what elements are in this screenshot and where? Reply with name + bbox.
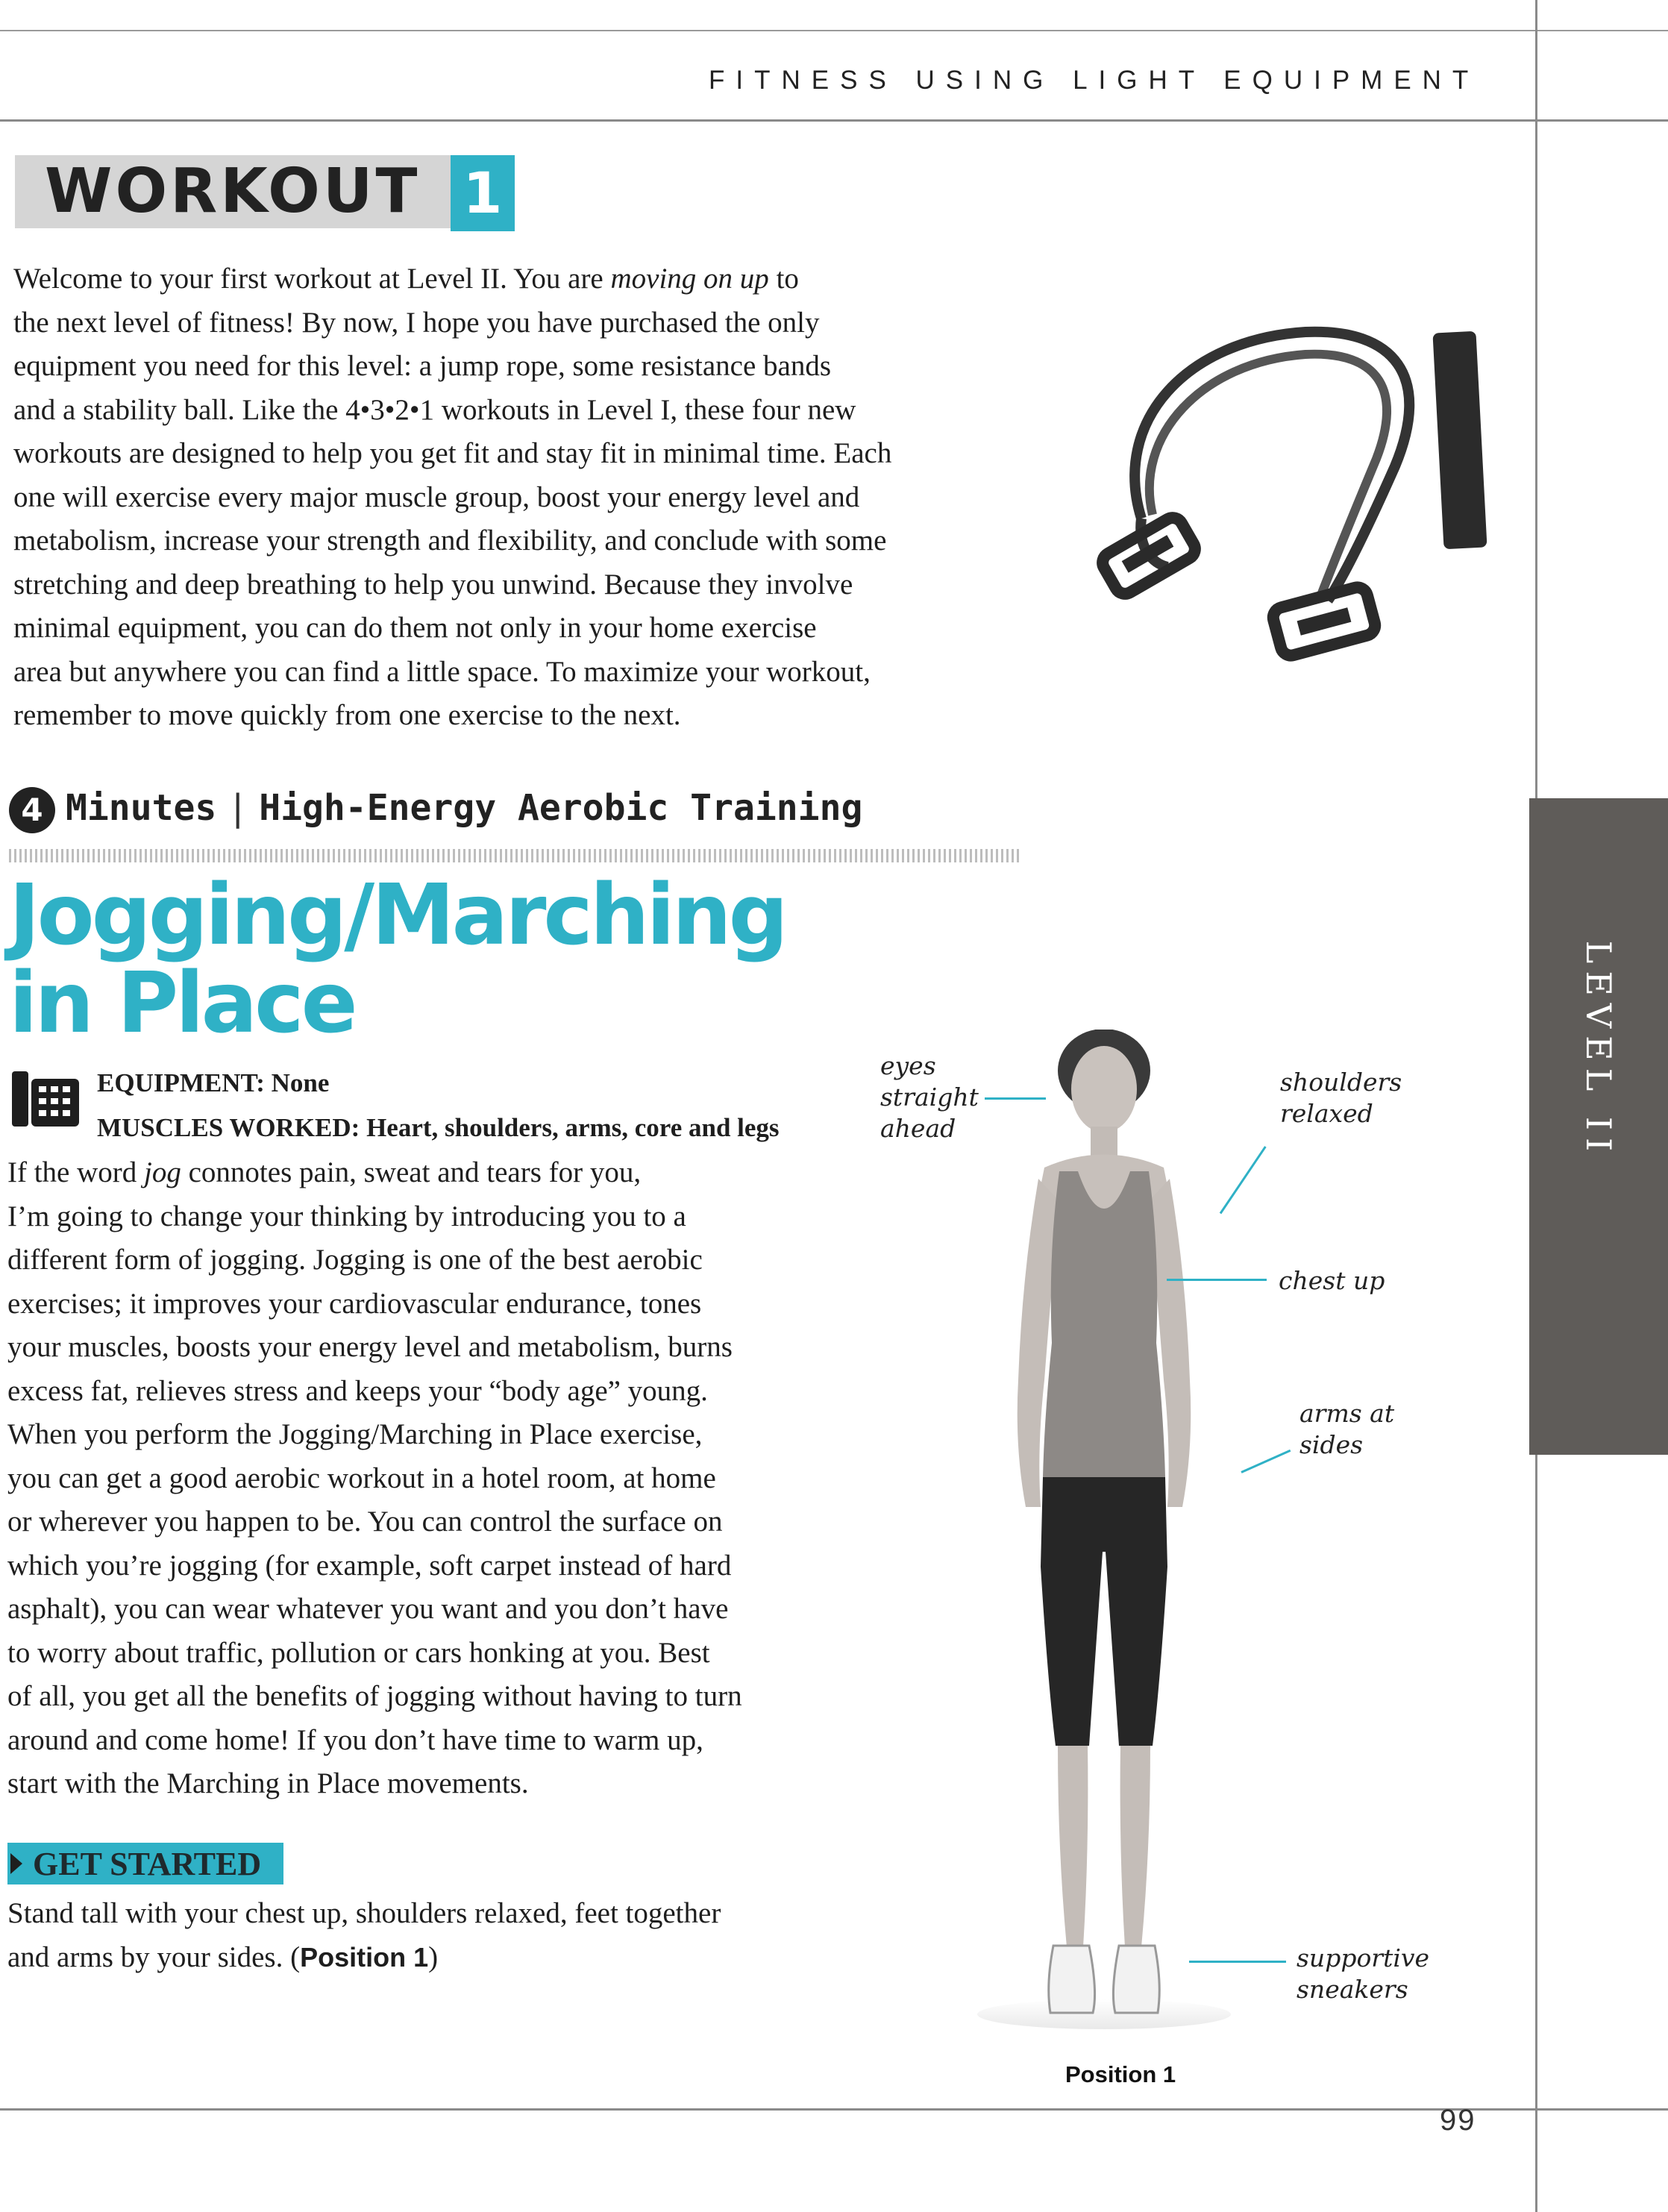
annotation-eyes-line-3: ahead [880,1114,956,1143]
muscles-line [97,1106,780,1150]
body-line: you can get a good aerobic workout in a hotel room, at home [7,1461,716,1494]
intro-line: equipment you need for this level: a jump rope, some resistance bands [13,350,832,382]
equipment-icon [9,1068,84,1130]
intro-line: one will exercise every major muscle group, boost your energy level and [13,480,860,513]
annotation-shoulders-line-2: relaxed [1280,1099,1373,1128]
get-started-label: GET STARTED [28,1843,283,1884]
intro-line: Welcome to your first workout at Level II. You are moving on up to [13,263,799,295]
footer-rule [0,2108,1668,2111]
exercise-title [9,867,786,1052]
body-line: or wherever you happen to be. You can control the surface on [7,1506,723,1538]
minutes-number-badge: 4 [9,787,55,833]
get-started-line-2 [7,1936,721,1980]
annotation-chest-line-1: chest up [1279,1266,1385,1295]
annotation-sneakers-line-1: supportive [1297,1943,1430,1973]
annotation-shoulders-line-1: shoulders [1280,1068,1402,1097]
level-side-tab-label: LEVEL II [1578,940,1619,1159]
chest-leader-line [1167,1279,1267,1281]
intro-paragraph [13,257,891,738]
body-line: to worry about traffic, pollution or cars honking at you. Best [7,1636,710,1669]
sneakers-leader-line [1189,1961,1286,1963]
heading-hatch-divider [9,849,1022,862]
body-line: which you’re jogging (for example, soft carpet instead of hard [7,1549,732,1582]
annotation-eyes-line-2: straight [880,1082,979,1112]
arms-leader-line [1241,1450,1291,1473]
position-reference: Position 1 [300,1941,429,1973]
level-side-tab-label-box [1529,798,1668,1455]
body-paragraph [7,1151,742,1806]
get-started-line-2-text: and arms by your sides. ( [7,1940,301,1973]
annotation-eyes [880,1050,979,1144]
header-rule [0,119,1668,122]
body-line: different form of jogging. Jogging is one of the best aerobic [7,1244,703,1276]
workout-number: 1 [451,155,515,231]
body-line: exercises; it improves your cardiovascular endurance, tones [7,1287,702,1320]
body-line: around and come home! If you don’t have time to warm up, [7,1723,703,1756]
intro-line: and a stability ball. Like the 4•3•2•1 workouts in Level I, these four new [13,393,856,426]
exercise-title-line-2: in Place [9,955,355,1052]
annotation-sneakers-line-2: sneakers [1297,1975,1408,2004]
get-started-text [7,1892,721,1979]
exercise-title-line-1: Jogging/Marching [9,867,786,964]
equipment-line [97,1061,780,1106]
figure-caption: Position 1 [1065,2061,1176,2087]
intro-line: remember to move quickly from one exercise to the next. [13,699,681,731]
page-number: 99 [1440,2104,1476,2137]
get-started-line-2-close: ) [428,1940,439,1973]
body-line: If the word jog connotes pain, sweat and tears for you, [7,1156,642,1188]
equipment-value: None [271,1068,330,1097]
section-heading [9,787,862,833]
play-arrow-icon [7,1843,30,1884]
model-standing-photo [970,1030,1238,2029]
annotation-shoulders [1280,1067,1402,1130]
get-started-line-1: Stand tall with your chest up, shoulders relaxed, feet together [7,1897,721,1929]
body-line: start with the Marching in Place movements. [7,1767,529,1799]
annotation-arms-line-2: sides [1299,1430,1364,1459]
equipment-info [97,1061,780,1150]
annotation-arms [1299,1398,1394,1461]
body-line: When you perform the Jogging/Marching in Place exercise, [7,1418,703,1450]
intro-line: workouts are designed to help you get fit and stay fit in minimal time. Each [13,437,892,469]
muscles-label: MUSCLES WORKED: [97,1113,360,1142]
body-line: of all, you get all the benefits of jogging without having to turn [7,1680,742,1712]
body-line: I’m going to change your thinking by introducing you to a [7,1200,686,1232]
section-category: High-Energy Aerobic Training [259,787,863,829]
resistance-band-photo [1082,310,1514,668]
annotation-chest [1279,1265,1385,1297]
eyes-leader-line [985,1097,1046,1100]
running-head: FITNESS USING LIGHT EQUIPMENT [709,66,1480,95]
annotation-sneakers [1297,1943,1429,2005]
annotation-eyes-line-1: eyes [880,1051,936,1080]
body-line: excess fat, relieves stress and keeps your “body age” young. [7,1374,708,1407]
intro-line: area but anywhere you can find a little space. To maximize your workout, [13,655,871,688]
body-line: your muscles, boosts your energy level and metabolism, burns [7,1331,733,1363]
intro-line: the next level of fitness! By now, I hope you have purchased the only [13,306,820,339]
minutes-label: Minutes [66,787,217,829]
annotation-arms-line-1: arms at [1299,1399,1395,1428]
intro-line: minimal equipment, you can do them not only in your home exercise [13,612,817,644]
intro-line: metabolism, increase your strength and flexibility, and conclude with some [13,524,887,557]
heading-separator: | [227,787,249,829]
equipment-label: EQUIPMENT: [97,1068,265,1097]
body-line: asphalt), you can wear whatever you want and you don’t have [7,1593,729,1625]
muscles-value: Heart, shoulders, arms, core and legs [366,1113,780,1142]
workout-label: WORKOUT [45,156,421,227]
intro-line: stretching and deep breathing to help you unwind. Because they involve [13,568,853,601]
top-rule [0,30,1668,31]
